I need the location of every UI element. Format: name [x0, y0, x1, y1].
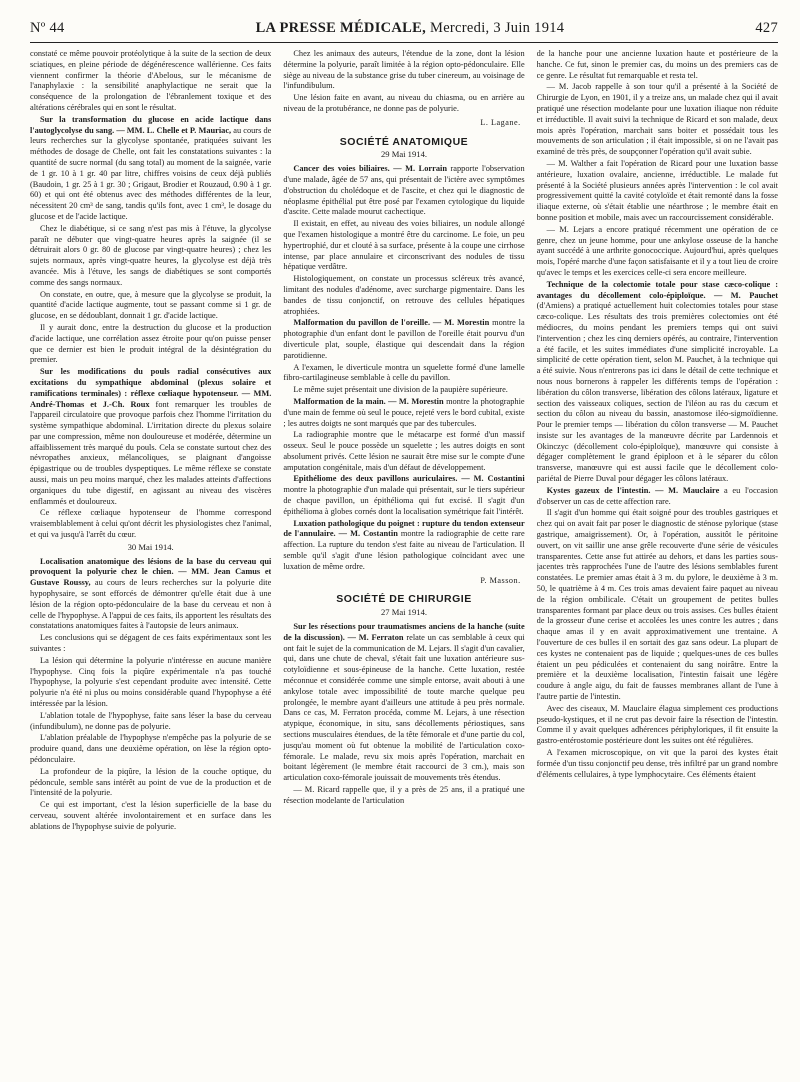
- article-heading: Sur les résections pour traumatismes anciens de la hanche (suite de la discussion). — M. Ferraton: [283, 622, 525, 642]
- article-body: rapporte l'observation d'une malade, âgée de 57 ans, qui présentait de l'ictère avec symptômes d'obstruction du cholédoque et de l'ascite, et chez qui le diagnostic de néoplasme épithélial put être posé par l'examen cytologique du liquide d'ascite. Cette malade mourut cachectique.: [283, 164, 525, 217]
- article-paragraph: La radiographie montre que le métacarpe est formé d'un massif osseux. Seul le pouce possède un squelette ; les autres doigts en sont absolument privés. Cette lésion ne saurait être mise sur le compte d'une amputation congénitale, mais d'un défaut de développement.: [283, 430, 525, 472]
- column-1: [30, 49, 271, 1077]
- article-heading: Malformation du pavillon de l'oreille. — M. Morestin: [293, 318, 490, 328]
- article-paragraph: Ce qui est important, c'est la lésion superficielle de la base du cerveau, souvent altérée involontairement et en surface dans les ablations de l'hypophyse suivie de polyurie.: [30, 800, 272, 831]
- article-body: montre la photographie d'un malade qui présentait, sur le tiers supérieur de chaque pavillon, un épithélioma qui fut excisé. Il s'agit d'un épithélioma à globes cornés dont la localisation symétrique fait l'intérêt.: [283, 485, 525, 516]
- session-date: 27 Mai 1914.: [380, 607, 428, 618]
- author-signature: P. Masson.: [480, 575, 521, 585]
- article-heading: Technique de la colectomie totale pour stase cæco-colique : avantages du décollement colo-épiploïque. — M. Pauchet: [536, 279, 778, 300]
- issue-number: Nº 44: [30, 20, 65, 36]
- journal-name: LA PRESSE MÉDICALE,: [255, 20, 427, 36]
- article-paragraph: La profondeur de la piqûre, la lésion de la couche optique, du pédoncule, semble sans intérêt au point de vue de la production et de l'intensité de la polyurie.: [30, 766, 272, 798]
- article-paragraph: [283, 474, 524, 517]
- article-paragraph: [30, 115, 271, 223]
- article-body: relate un cas semblable à ceux qui ont fait le sujet de la communication de M. Lejars. Il s'agit d'un cavalier, qui, dans une chute de cheval, s'était fait une luxation antérieure sus-cotyloïdienne et sous-épineuse de la hanche. Cette luxation, restée méconnue et considérée comme une simple entorse, avait abouti à une ankylose totale avec impossibilité de toute marche quelque peu prolongée, le membre ayant d'ailleurs une attitude à peu près normale. Dans ce cas, M. Ferraton procéda, comme M. Lejars, à une résection atypique, économique, in situ, sans décollements périostiques, sans sections musculaires étendues, de la tête fémorale et d'une partie du col, jusqu'au moment où fut obtenue la mobilité de l'articulation coxo-fémorale. Le malade, revu six mois après l'opération, marchait en boitant légèrement (le membre était raccourci de 3 cm.), mais son articulation coxo-fémorale jouissait de mouvements très étendus.: [283, 632, 525, 783]
- author-signature: L. Lagane.: [480, 117, 521, 127]
- article-paragraph: — M. Lejars a encore pratiqué récemment une opération de ce genre, chez un jeune homme, pour une ankylose osseuse de la hanche ayant succédé à une arthrite gonococcique. Aujourd'hui, après quelques mois, l'opéré marche d'une façon satisfaisante et il y a tout lieu de croire qu'avec le temps et les exercices celle-ci sera encore meilleure.: [536, 224, 778, 277]
- journal-title: [256, 20, 565, 37]
- article-paragraph: [30, 557, 271, 633]
- article-body: au cours de leurs recherches sur la glycolyse spontanée, pratiquées suivant les méthodes de dosage de Chelle, ont fait les constatations suivantes : la quantité de sucre normal (du sang total) au moment de la saignée, varie de 1 gr. 10 à 1 gr. 40 par litre, chiffres voisins de ceux déjà publiés (Baudoin, 1 gr. 25 à 1 gr. 30 ; Grigaut, Brodier et Rouzaud, 0.90 à 1 gr. 60) et qui ont été obtenus avec des méthodes différentes de la leur, nécessitent 20 cm³ de sang, tandis qu'ils font, avec 1 cm³, le dosage du glucose et de l'acide lactique.: [30, 125, 272, 221]
- page-number: 427: [755, 20, 778, 36]
- article-heading: Localisation anatomique des lésions de la base du cerveau qui provoquent la polyurie chez le chien. — MM. Jean Camus et Gustave Roussy,: [30, 556, 272, 588]
- article-paragraph: — M. Jacob rappelle à son tour qu'il a présenté à la Société de Chirurgie de Lyon, en 1901, il y a treize ans, un malade chez qui il avait pratiqué une résection modelante pour une luxation iliaque non réduite et irréductible. Il avait suivi la technique de Ricard et son malade, deux mois après l'opération, marchait sans boiter et possédait tous les mouvements de son articulation ; il était impossible, si on ne l'avait pas examiné de très près, de soupçonner l'opération qu'il avait subie.: [536, 82, 778, 157]
- article-paragraph: Histologiquement, on constate un processus scléreux très avancé, limitant des nodules d'adénome, avec surcharge pigmentaire. Dans les bandes de tissu conjonctif, on retrouve des cellules hépatiques atrophiées.: [283, 274, 525, 316]
- article-paragraph: La lésion qui détermine la polyurie n'intéresse en aucune manière l'hypophyse. Cinq fois la piqûre expérimentale n'a pas touché l'hypophyse, la polyurie s'est cependant produite avec intensité. Cette polyurie n'a été ni plus ou moins considérable quand l'hypophyse a été intéressée par la lésion.: [30, 655, 272, 709]
- article-paragraph: [283, 318, 524, 361]
- article-paragraph: Le même sujet présentait une division de la paupière supérieure.: [293, 385, 508, 395]
- section-title: SOCIÉTÉ ANATOMIQUE: [339, 135, 469, 148]
- article-heading: Luxation pathologique du poignet : rupture du tendon extenseur de l'annulaire. — M. Costantin: [283, 518, 525, 539]
- article-paragraph: Il y aurait donc, entre la destruction du glucose et la production d'acide lactique, une corrélation assez étroite pour qu'on puisse penser que ce dernier est bien le produit intégral de la désintégration du premier.: [30, 322, 272, 365]
- text-columns: [30, 43, 778, 1077]
- article-paragraph: constaté ce même pouvoir protéolytique à la suite de la section de deux sciatiques, en pleine période de dégénérescence wallérienne. Ces faits viennent confirmer la théorie d'Abelous, sur le mécanisme de l'anaphylaxie : la sensibilité anaphylactique ne serait que la conséquence de la prolongation de l'ébranlement toxique et des altérations cérébrales qui en sont le résultat.: [30, 49, 272, 112]
- article-paragraph: A l'examen microscopique, on vit que la paroi des kystes était formée d'un tissu conjonctif peu dense, très infiltré par un grand nombre d'éléments cellulaires, à type lymphocytaire. Ces éléments étaient: [536, 748, 778, 779]
- article-body: (d'Amiens) a pratiqué actuellement huit colectomies totales pour stase cæco-colique. Les résultats des trois premières colectomies ont été médiocres, du moins pendant les premiers temps qui ont suivi l'intervention ; chez les cinq derniers opérés, au contraire, l'intervention a été facile, et les suites immédiates d'une simplicité incroyable. La simplicité de cette opération tient, selon M. Pauchet, à la technique qui a été suivie. Nous n'entrerons pas ici dans le détail de cette technique et nous nous bornerons à rappeler les différents temps de l'opération : libération du côlon transverse, libération des côlons latéraux, ligature et section des vaisseaux coliques, section de l'iléon au ras du cæcum et section du côlon au niveau du bassin, anastomose iléo-sigmoïdienne. Pour le premier temps — libération du côlon transverse — M. Pauchet insiste sur les avantages de la manœuvre décrite par Lardennois et Okinczyc (décollement colo-épiploïque), manœuvre qui consiste à dégager complètement le grand épiploon et à le séparer du côlon transverse, manœuvre qui est aussi facile que le décollement colo-pariétal de Pierre Duval pour dégager les côlons latéraux.: [536, 301, 778, 484]
- page-header: [30, 0, 778, 40]
- column-2: [283, 49, 524, 1077]
- article-paragraph: — M. Walther a fait l'opération de Ricard pour une luxation basse antérieure, luxation ovalaire, ancienne, irréductible. Le malade fut présenté à la Société plusieurs années après l'intervention : le col avait progressivement quitté la cavité cotyloïde et était remonté dans la fosse iliaque externe, où s'était établie une néarthrose ; le membre était en bonne position et mobile, mais avec un raccourcissement considérable.: [536, 158, 778, 222]
- article-body: montre la radiographie de cette rare affection. La rupture du tendon s'est faite au niveau de l'articulation. Il semble qu'il s'agit d'une lésion pathologique coïncidant avec une luxation de même ordre.: [283, 529, 525, 571]
- article-paragraph: [283, 397, 524, 429]
- article-paragraph: [283, 519, 524, 573]
- article-body: montre la photographie d'une main de femme où seul le pouce, rejeté vers le bord cubital, existe ; les autres doigts ne sont marqués que par des tubercules.: [283, 396, 525, 428]
- article-body: montre la photographie d'un enfant dont le pavillon de l'oreille était pourvu d'un diverticule plat, souple, élastique qui descendait dans la région parotidienne.: [283, 318, 525, 360]
- article-body: font remarquer les troubles de l'appareil circulatoire que provoque parfois chez l'homme l'irritation du système sympathique abdominal. L'irritation directe du plexus solaire par une compression, même non douloureuse et modérée, détermine un affaiblissement très marqué du pouls. Cela se constate surtout chez des névropathes anxieux, mélancoliques, se plaignant d'angoisse épigastrique ou de troubles dyspeptiques. Le même réflexe se constate aussi, mais un peu moins marqué, chez les malades atteints d'affections organiques du tube digestif, en agissant au niveau des viscères enflammés et douloureux.: [30, 399, 272, 506]
- article-heading: Malformation de la main. — M. Morestin: [293, 396, 444, 406]
- article-heading: Sur la transformation du glucose en acide lactique dans l'autoglycolyse du sang. — MM. L. Chelle et P. Mauriac,: [30, 114, 272, 135]
- article-paragraph: A l'examen, le diverticule montra un squelette formé d'une lamelle fibro-cartilagineuse semblable à celle du pavillon.: [283, 362, 525, 383]
- article-paragraph: — M. Ricard rappelle que, il y a près de 25 ans, il a pratiqué une résection modelante de l'articulation: [283, 785, 525, 805]
- article-body: a eu l'occasion d'observer un cas de cette affection rare.: [536, 485, 778, 506]
- article-heading: Cancer des voies biliaires. — M. Lorrain: [293, 164, 447, 174]
- article-paragraph: L'ablation totale de l'hypophyse, faite sans léser la base du cerveau (infundibulum), ne donne pas de polyurie.: [30, 710, 272, 731]
- article-heading: Epithéliome des deux pavillons auriculaires. — M. Costantini: [293, 474, 525, 484]
- article-paragraph: [537, 280, 778, 485]
- article-paragraph: de la hanche pour une ancienne luxation haute et postérieure de la hanche. Ce fut, sinon le premier cas, du moins un des premiers cas de ce genre. Le résultat fut remarquable et resta tel.: [536, 49, 778, 80]
- article-heading: Kystes gazeux de l'intestin. — M. Mauclaire: [546, 485, 720, 495]
- column-3: [537, 49, 778, 1077]
- session-date: 29 Mai 1914.: [380, 149, 428, 160]
- article-paragraph: [537, 486, 778, 508]
- article-body: au cours de leurs recherches sur la polyurie dite hypophysaire, se sont efforcés de démontrer qu'elle était due à une lésion de la région opto-pédonculaire de la base du cerveau et non à celle de l'hypophyse. A l'appui de ces faits, ils apportent les résultats des constatations anatomiques faites à l'autopsie de leurs animaux.: [30, 578, 272, 631]
- article-paragraph: [283, 164, 524, 218]
- article-paragraph: On constate, en outre, que, à mesure que la glycolyse se produit, la quantité d'acide lactique augmente, tout se passant comme si 1 gr. de glucose, en se dédoublant, donnait 1 gr. d'acide lactique.: [30, 289, 272, 321]
- article-paragraph: Ce réflexe cœliaque hypotenseur de l'homme correspond vraisemblablement à celui qu'ont décrit les physiologistes chez l'animal, et qui va jusqu'à l'arrêt du cœur.: [30, 508, 272, 540]
- section-title: SOCIÉTÉ DE CHIRURGIE: [336, 593, 472, 606]
- article-paragraph: Chez le diabétique, si ce sang n'est pas mis à l'étuve, la glycolyse paraît ne débuter que vingt-quatre heures après la saignée (il se détruirait alors 0 gr. 80 de glucose par vingt-quatre heures) ; chez les sujets normaux, après vingt-quatre heures, la glycolyse est déjà très avancée. Mis à l'étuve, les sangs de diabétiques se sont comportés comme des sangs normaux.: [30, 223, 272, 287]
- article-paragraph: Une lésion faite en avant, au niveau du chiasma, ou en arrière au niveau de la protubérance, ne donne pas de polyurie.: [283, 93, 525, 113]
- article-paragraph: Chez les animaux des auteurs, l'étendue de la zone, dont la lésion détermine la polyurie, paraît limitée à la région opto-pédonculaire. Elle siège au niveau de la substance grise du tuber cinereum, au voisinage de l'infundibulum.: [283, 49, 525, 91]
- issue-date: Mercredi, 3 Juin 1914: [430, 20, 565, 36]
- article-paragraph: Il s'agit d'un homme qui était soigné pour des troubles gastriques et chez qui on avait fait par poser le diagnostic de sténose pylorique (stase gastrique, amaigrissement). Or, à l'opération, aussitôt le péritoine ouvert, on vit saillir une anse grêle recouverte d'une série de vésicules transparentes. Cette anse fut attirée au dehors, et dans les parties sous-jacentes très rapprochées l'une de l'autre des lésions semblables furent constatées. Le premier amas était à 3 m. du pylore, le deuxième à 3 m. 50, le quatrième à 4 m. Ces trois amas devaient faire paquet au niveau de la région ombilicale. C'était un groupement de petites bulles transparentes formant par place deux ou trois assises. Ces bulles étaient de la grosseur d'une cerise et accolées les unes contre les autres ; dans chaque amas il y en avait approximativement une trentaine. A l'ouverture de ces bulles il en sortait des gaz sans odeur. La plupart de ces kystes ne contenaient pas de liquide ; quelques-unes de ces bulles étaient un peu pédiculées et contenaient du sang noirâtre. Entre la première et la deuxième localisation, l'intestin faisait une légère coudure à angle aigu, du fait de fausses membranes allant de l'une à l'autre partie de l'intestin.: [536, 508, 778, 702]
- session-date: 30 Mai 1914.: [127, 541, 174, 552]
- article-paragraph: [283, 622, 524, 784]
- article-paragraph: L'ablation préalable de l'hypophyse n'empêche pas la polyurie de se produire quand, dans une deuxième opération, on lèse la région opto-pédonculaire.: [30, 733, 272, 764]
- article-paragraph: Avec des ciseaux, M. Mauclaire élagua simplement ces productions pseudo-kystiques, et il ne crut pas devoir faire la résection de l'intestin. Comme il y avait quelques adhérences périphyloriques, il fit ensuite la gastro-entérostomie postérieure dont les suites ont été régulières.: [536, 703, 778, 746]
- article-heading: Sur les modifications du pouls radial consécutives aux excitations du sympathique abdominal (plexus solaire et ramifications terminales) : réflexe cœliaque hypotenseur. — MM. André-Thomas et J.-Ch. Roux: [30, 367, 272, 409]
- article-paragraph: Les conclusions qui se dégagent de ces faits expérimentaux sont les suivantes :: [30, 633, 272, 654]
- article-paragraph: Il existait, en effet, au niveau des voies biliaires, un nodule allongé que l'examen histologique a montré être du carcinome. Le foie, un peu hypertrophié, dur et clouté à sa surface, présente à la coupe une cirrhose intense, par place annulaire et circonscrivant des nodules de tissu hépatique verdâtre.: [283, 219, 525, 272]
- article-paragraph: [30, 367, 271, 507]
